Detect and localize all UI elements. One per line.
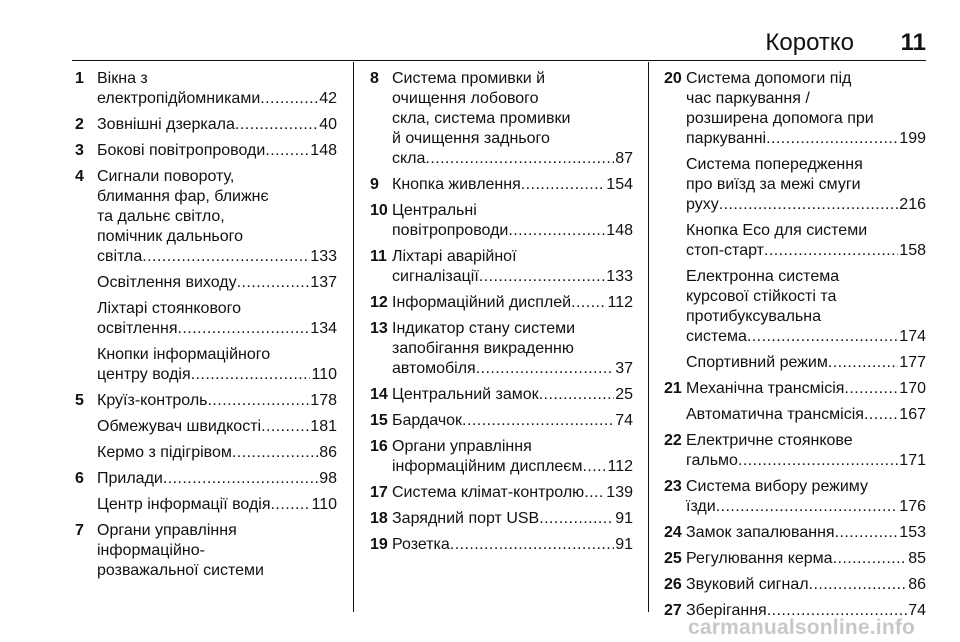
entry-body <box>97 417 337 437</box>
entry-page-link[interactable]: 174 <box>899 328 926 345</box>
dot-leader <box>571 293 606 313</box>
entry-number: 9 <box>370 176 379 193</box>
entry-page-link[interactable]: 177 <box>899 354 926 371</box>
entry-last-line <box>392 359 633 379</box>
entry-page-link[interactable]: 112 <box>607 458 633 475</box>
entry-text: стоп-старт <box>686 242 764 259</box>
entry-text: скла <box>392 150 426 167</box>
entry-text-line: запобігання викраденню <box>392 340 574 357</box>
page-number: 11 <box>900 29 926 56</box>
index-entry[interactable] <box>664 431 926 471</box>
entry-text-line: інформаційно- <box>97 542 205 559</box>
entry-body <box>97 141 337 161</box>
dot-leader <box>809 575 908 595</box>
entry-body <box>392 437 633 477</box>
dot-leader <box>261 417 309 437</box>
entry-last-line <box>392 175 633 195</box>
entry-body <box>97 443 337 463</box>
entry-number: 15 <box>370 412 388 429</box>
dot-leader <box>425 149 614 169</box>
index-entry[interactable] <box>75 469 337 489</box>
entry-text-line: Система промивки й <box>392 70 546 87</box>
entry-body <box>686 353 926 373</box>
dot-leader <box>163 469 318 489</box>
dot-leader <box>178 319 310 339</box>
entry-last-line <box>686 549 926 569</box>
index-entry[interactable] <box>370 69 633 169</box>
entry-page-link[interactable]: 153 <box>899 524 926 541</box>
entry-last-line <box>686 451 926 471</box>
entry-text: освітлення <box>97 320 178 337</box>
entry-body <box>392 319 633 379</box>
entry-text: Прилади <box>97 470 163 487</box>
entry-last-line <box>97 319 337 339</box>
dot-leader <box>582 457 606 477</box>
entry-number: 7 <box>75 522 84 539</box>
dot-leader <box>479 267 606 287</box>
entry-last-line <box>686 379 926 399</box>
entry-last-line <box>686 129 926 149</box>
entry-page-link[interactable]: 181 <box>310 418 337 435</box>
entry-number: 23 <box>664 478 682 495</box>
dot-leader <box>766 129 898 149</box>
entry-number: 25 <box>664 550 682 567</box>
index-entry[interactable] <box>664 477 926 517</box>
entry-page-link[interactable]: 86 <box>319 444 337 461</box>
entry-body <box>686 379 926 399</box>
dot-leader <box>191 365 311 385</box>
entry-number: 6 <box>75 470 84 487</box>
entry-last-line <box>97 273 337 293</box>
entry-page-link[interactable]: 37 <box>615 360 633 377</box>
entry-text-line: Система попередження <box>686 156 863 173</box>
index-entry[interactable] <box>75 299 337 339</box>
entry-text-line: помічник дальнього <box>97 228 244 245</box>
entry-text-line: протибуксувальна <box>686 308 821 325</box>
entry-body <box>686 405 926 425</box>
entry-last-line <box>392 457 633 477</box>
entry-body <box>686 549 926 569</box>
entry-body <box>97 521 337 581</box>
dot-leader <box>235 115 318 135</box>
entry-body <box>686 69 926 149</box>
entry-body <box>686 575 926 595</box>
index-entry[interactable] <box>75 417 337 437</box>
dot-leader <box>738 451 898 471</box>
index-entry[interactable] <box>75 443 337 463</box>
entry-text-line: розширена допомога при <box>686 110 874 127</box>
index-entry[interactable] <box>664 379 926 399</box>
entry-text-line: про виїзд за межі смуги <box>686 176 861 193</box>
entry-text: світла <box>97 248 143 265</box>
index-entry[interactable] <box>75 167 337 267</box>
entry-text: Круїз-контроль <box>97 392 208 409</box>
entry-page-link[interactable]: 133 <box>310 248 337 265</box>
entry-page-link[interactable]: 110 <box>311 496 337 513</box>
entry-body <box>392 509 633 529</box>
column-divider <box>353 62 354 612</box>
entry-last-line <box>686 575 926 595</box>
entry-body <box>392 69 633 169</box>
entry-body <box>392 175 633 195</box>
entry-page-link[interactable]: 148 <box>310 142 337 159</box>
entry-text-line: Кнопки інформаційного <box>97 346 271 363</box>
entry-text-line: Система допомоги під <box>686 70 852 87</box>
entry-text-line: та дальнє світло, <box>97 208 225 225</box>
entry-text-line: Ліхтарі стоянкового <box>97 300 242 317</box>
entry-number: 14 <box>370 386 388 403</box>
entry-last-line <box>392 483 633 503</box>
entry-last-line <box>686 497 926 517</box>
entry-text-line: Центральні <box>392 202 477 219</box>
dot-leader <box>237 273 310 293</box>
entry-body <box>392 201 633 241</box>
entry-text-line: час паркування / <box>686 90 810 107</box>
entry-body <box>97 345 337 385</box>
entry-last-line <box>686 353 926 373</box>
entry-body <box>97 115 337 135</box>
entry-text: Розетка <box>392 536 450 553</box>
entry-text: Зберігання <box>686 602 767 619</box>
entry-number: 26 <box>664 576 682 593</box>
entry-body <box>97 391 337 411</box>
dot-leader <box>462 411 614 431</box>
entry-body <box>392 247 633 287</box>
index-entry[interactable] <box>370 411 633 431</box>
entry-body <box>97 469 337 489</box>
entry-page-link[interactable]: 91 <box>615 536 633 553</box>
entry-text: Регулювання керма <box>686 550 833 567</box>
index-entry[interactable] <box>664 549 926 569</box>
entry-body <box>97 69 337 109</box>
index-entry[interactable] <box>75 345 337 385</box>
entry-text: Кермо з підігрівом <box>97 444 232 461</box>
entry-text: Зовнішні дзеркала <box>97 116 235 133</box>
index-entry[interactable] <box>664 353 926 373</box>
dot-leader <box>844 379 898 399</box>
dot-leader <box>539 509 614 529</box>
entry-text-line: Індикатор стану системи <box>392 320 576 337</box>
entry-text-line: Вікна з <box>97 70 148 87</box>
dot-leader <box>764 241 898 261</box>
entry-body <box>392 293 633 313</box>
entry-page-link[interactable]: 134 <box>310 320 337 337</box>
entry-text-line: Система вибору режиму <box>686 478 868 495</box>
entry-text: Звуковий сигнал <box>686 576 809 593</box>
index-entry[interactable] <box>75 115 337 135</box>
entry-text-line: Кнопка Eco для системи <box>686 222 868 239</box>
entry-page-link[interactable]: 86 <box>908 576 926 593</box>
index-entry[interactable] <box>664 523 926 543</box>
entry-number: 5 <box>75 392 84 409</box>
index-entry[interactable] <box>370 483 633 503</box>
entry-text: паркуванні <box>686 130 767 147</box>
dot-leader <box>833 549 908 569</box>
entry-last-line <box>97 141 337 161</box>
index-entry[interactable] <box>370 175 633 195</box>
index-entry[interactable] <box>370 247 633 287</box>
entry-page-link[interactable]: 40 <box>319 116 337 133</box>
entry-page-link[interactable]: 91 <box>615 510 633 527</box>
entry-number: 19 <box>370 536 388 553</box>
entry-last-line <box>686 241 926 261</box>
entry-body <box>686 221 926 261</box>
index-entry[interactable] <box>664 405 926 425</box>
entry-last-line <box>97 495 337 515</box>
index-column-1 <box>75 62 337 581</box>
entry-number: 22 <box>664 432 682 449</box>
entry-text-line: курсової стійкості та <box>686 288 837 305</box>
entry-text: Освітлення виходу <box>97 274 237 291</box>
index-entry[interactable] <box>75 391 337 411</box>
entry-text: центру водія <box>97 366 191 383</box>
index-entry[interactable] <box>370 293 633 313</box>
entry-body <box>686 431 926 471</box>
entry-text: автомобіля <box>392 360 476 377</box>
entry-last-line <box>686 523 926 543</box>
entry-body <box>392 385 633 405</box>
index-entry[interactable] <box>75 69 337 109</box>
entry-text-line: Сигнали повороту, <box>97 168 235 185</box>
entry-page-link[interactable]: 167 <box>899 406 926 423</box>
entry-number: 13 <box>370 320 388 337</box>
entry-page-link[interactable]: 85 <box>908 550 926 567</box>
entry-page-link[interactable]: 199 <box>899 130 926 147</box>
entry-body <box>686 523 926 543</box>
entry-number: 24 <box>664 524 682 541</box>
entry-number: 11 <box>370 248 387 265</box>
entry-text: Бокові повітропроводи <box>97 142 266 159</box>
entry-text: гальмо <box>686 452 738 469</box>
index-entry[interactable] <box>370 535 633 555</box>
entry-text: Інформаційний дисплей <box>392 294 572 311</box>
entry-text: Система клімат-контролю <box>392 484 585 501</box>
entry-last-line <box>97 417 337 437</box>
dot-leader <box>142 247 309 267</box>
index-entry[interactable] <box>664 221 926 261</box>
entry-number: 17 <box>370 484 388 501</box>
entry-page-link[interactable]: 178 <box>310 392 337 409</box>
entry-last-line <box>686 195 926 215</box>
entry-text-line: Електричне стоянкове <box>686 432 853 449</box>
entry-text: Обмежувач швидкості <box>97 418 262 435</box>
page-header <box>0 0 960 70</box>
entry-number: 3 <box>75 142 84 159</box>
entry-last-line <box>686 327 926 347</box>
entry-last-line <box>392 411 633 431</box>
entry-last-line <box>686 405 926 425</box>
entry-page-link[interactable]: 137 <box>310 274 337 291</box>
entry-body <box>392 483 633 503</box>
entry-body <box>686 267 926 347</box>
entry-text: їзди <box>686 498 716 515</box>
index-entry[interactable] <box>75 495 337 515</box>
entry-body <box>686 155 926 215</box>
dot-leader <box>719 195 899 215</box>
entry-text: Автоматична трансмісія <box>686 406 864 423</box>
dot-leader <box>539 385 615 405</box>
entry-text: Механічна трансмісія <box>686 380 845 397</box>
entry-text-line: Ліхтарі аварійної <box>392 248 517 265</box>
entry-body <box>97 273 337 293</box>
entry-page-link[interactable]: 98 <box>319 470 337 487</box>
entry-text-line: Органи управління <box>97 522 237 539</box>
entry-number: 16 <box>370 438 388 455</box>
entry-number: 1 <box>75 70 84 87</box>
entry-text: інформаційним дисплеєм <box>392 458 583 475</box>
entry-page-link[interactable]: 25 <box>615 386 633 403</box>
dot-leader <box>450 535 614 555</box>
entry-text-line: й очищення заднього <box>392 130 550 147</box>
index-entry[interactable] <box>664 267 926 347</box>
entry-page-link[interactable]: 158 <box>899 242 926 259</box>
entry-text: руху <box>686 196 719 213</box>
entry-page-link[interactable]: 74 <box>908 602 926 619</box>
entry-page-link[interactable]: 112 <box>607 294 633 311</box>
entry-number: 8 <box>370 70 379 87</box>
entry-page-link[interactable]: 110 <box>311 366 337 383</box>
entry-number: 2 <box>75 116 84 133</box>
entry-page-link[interactable]: 148 <box>606 222 633 239</box>
entry-text: Центральний замок <box>392 386 539 403</box>
dot-leader <box>835 523 899 543</box>
entry-body <box>97 495 337 515</box>
entry-body <box>392 411 633 431</box>
entry-text: повітропроводи <box>392 222 509 239</box>
entry-number: 20 <box>664 70 682 87</box>
index-entry[interactable] <box>370 437 633 477</box>
index-entry[interactable] <box>75 141 337 161</box>
entry-page-link[interactable]: 216 <box>899 196 926 213</box>
dot-leader <box>508 221 605 241</box>
entry-last-line <box>97 391 337 411</box>
entry-last-line <box>392 221 633 241</box>
entry-number: 4 <box>75 168 84 185</box>
dot-leader <box>828 353 898 373</box>
entry-last-line <box>392 149 633 169</box>
entry-text-line: скла, система промивки <box>392 110 571 127</box>
entry-text: система <box>686 328 747 345</box>
entry-body <box>686 477 926 517</box>
dot-leader <box>521 175 606 195</box>
entry-page-link[interactable]: 74 <box>615 412 633 429</box>
index-entry[interactable] <box>370 319 633 379</box>
entry-text: Бардачок <box>392 412 463 429</box>
entry-text: Замок запалювання <box>686 524 835 541</box>
entry-text: Спортивний режим <box>686 354 828 371</box>
column-divider <box>648 62 649 612</box>
entry-page-link[interactable]: 133 <box>606 268 633 285</box>
header-divider <box>72 60 926 61</box>
entry-last-line <box>97 365 337 385</box>
index-entry[interactable] <box>370 201 633 241</box>
entry-text-line: розважальної системи <box>97 562 264 579</box>
entry-last-line <box>97 247 337 267</box>
dot-leader <box>265 141 309 161</box>
entry-number: 18 <box>370 510 388 527</box>
entry-page-link[interactable]: 42 <box>319 90 337 107</box>
entry-last-line <box>97 115 337 135</box>
entry-page-link[interactable]: 171 <box>899 452 926 469</box>
entry-last-line <box>97 443 337 463</box>
dot-leader <box>260 89 318 109</box>
entry-body <box>392 535 633 555</box>
entry-text: сигналізації <box>392 268 479 285</box>
entry-page-link[interactable]: 176 <box>899 498 926 515</box>
entry-last-line <box>97 469 337 489</box>
entry-text-line: Органи управління <box>392 438 532 455</box>
entry-text: Кнопка живлення <box>392 176 521 193</box>
entry-number: 10 <box>370 202 388 219</box>
entry-number: 12 <box>370 294 388 311</box>
entry-text: Зарядний порт USB <box>392 510 540 527</box>
index-column-3 <box>664 62 926 621</box>
dot-leader <box>747 327 898 347</box>
index-entry[interactable] <box>370 385 633 405</box>
watermark: carmanualsonline.info <box>688 616 916 639</box>
entry-last-line <box>97 89 337 109</box>
entry-page-link[interactable]: 87 <box>615 150 633 167</box>
index-entry[interactable] <box>75 521 337 581</box>
index-column-2 <box>370 62 633 555</box>
entry-page-link[interactable]: 154 <box>606 176 633 193</box>
dot-leader <box>716 497 899 517</box>
entry-body <box>97 167 337 267</box>
entry-last-line <box>392 293 633 313</box>
entry-last-line <box>392 509 633 529</box>
index-entry[interactable] <box>664 155 926 215</box>
dot-leader <box>476 359 614 379</box>
dot-leader <box>864 405 898 425</box>
page-title: Коротко <box>765 29 854 56</box>
index-entry[interactable] <box>370 509 633 529</box>
index-entry[interactable] <box>664 69 926 149</box>
entry-text-line: блимання фар, ближнє <box>97 188 269 205</box>
entry-page-link[interactable]: 170 <box>899 380 926 397</box>
entry-page-link[interactable]: 139 <box>606 484 633 501</box>
entry-last-line <box>392 535 633 555</box>
dot-leader <box>271 495 311 515</box>
dot-leader <box>208 391 310 411</box>
entry-number: 21 <box>664 380 682 397</box>
entry-text-line: Електронна система <box>686 268 840 285</box>
entry-body <box>97 299 337 339</box>
index-entry[interactable] <box>664 575 926 595</box>
entry-last-line <box>392 385 633 405</box>
entry-last-line <box>392 267 633 287</box>
entry-text-line: очищення лобового <box>392 90 539 107</box>
index-entry[interactable] <box>75 273 337 293</box>
entry-text: Центр інформації водія <box>97 496 271 513</box>
dot-leader <box>232 443 318 463</box>
dot-leader <box>584 483 605 503</box>
entry-text: електропідйомниками <box>97 90 261 107</box>
entry-number: 27 <box>664 602 682 619</box>
